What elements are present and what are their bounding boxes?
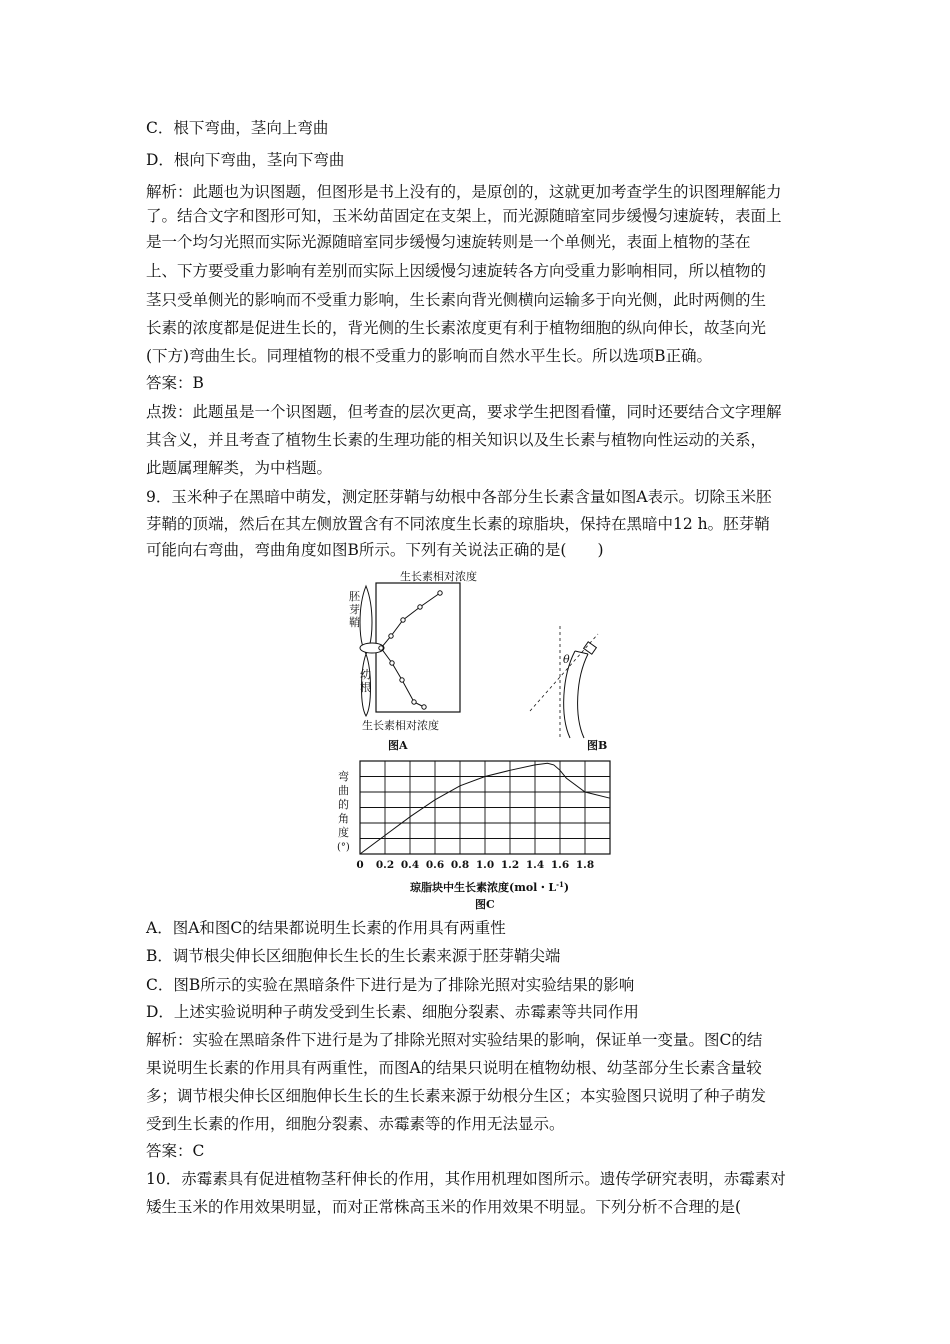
figA-point <box>422 705 426 709</box>
tip-line: 此题属理解类，为中档题。 <box>146 459 333 477</box>
xlabel-text: 琼脂块中生长素浓度(mol・L <box>410 881 557 894</box>
x-tick-label: 1.2 <box>500 859 520 871</box>
figA-point <box>379 646 383 650</box>
option-d: D．根向下弯曲，茎向下弯曲 <box>146 151 345 169</box>
figA-profile-points <box>379 591 442 709</box>
question-9-line: 9．玉米种子在黑暗中萌发，测定胚芽鞘与幼根中各部分生长素含量如图A表示。切除玉米胚 <box>146 488 772 506</box>
analysis-line: 茎只受单侧光的影响而不受重力影响，生长素向背光侧横向运输多于向光侧，此时两侧的生 <box>146 291 767 309</box>
ylabel-char: 度 <box>338 826 349 839</box>
figA-point <box>400 678 404 682</box>
analysis-line: 上、下方要受重力影响有差别而实际上因缓慢匀速旋转各方向受重力影响相同，所以植物的 <box>146 262 767 280</box>
option-c: C．根下弯曲，茎向上弯曲 <box>146 119 329 137</box>
x-tick-label: 0.4 <box>400 859 420 871</box>
label-root-2: 根 <box>360 681 371 694</box>
tip-line: 点拨：此题虽是一个识图题，但考查的层次更高，要求学生把图看懂，同时还要结合文字理解 <box>146 403 782 421</box>
label-sheath-1: 胚 <box>349 590 360 603</box>
x-tick-label: 0 <box>356 859 364 871</box>
answer: 答案：B <box>146 374 204 392</box>
analysis-line: 解析：此题也为识图题，但图形是书上没有的，是原创的，这就更加考查学生的识图理解能力 <box>146 183 782 201</box>
question-9-line: 可能向右弯曲，弯曲角度如图B所示。下列有关说法正确的是( ) <box>146 541 604 559</box>
option-a: A．图A和图C的结果都说明生长素的作用具有两重性 <box>146 919 506 937</box>
option-d: D．上述实验说明种子萌发受到生长素、细胞分裂素、赤霉素等共同作用 <box>146 1003 639 1021</box>
xlabel-sup: -1 <box>556 880 564 889</box>
chart-caption: 图C <box>475 898 495 911</box>
figA-point <box>412 700 416 704</box>
figure-b <box>530 626 607 752</box>
figA-frame <box>376 583 460 712</box>
chart-xlabel <box>410 880 569 894</box>
ylabel-char: 角 <box>338 812 349 825</box>
option-c: C．图B所示的实验在黑暗条件下进行是为了排除光照对实验结果的影响 <box>146 976 635 994</box>
ylabel-char: 的 <box>338 798 349 811</box>
analysis-line: 多；调节根尖伸长区细胞伸长生长的生长素来源于幼根分生区；本实验图只说明了种子萌发 <box>146 1087 767 1105</box>
analysis-line: 长素的浓度都是促进生长的，背光侧的生长素浓度更有利于植物细胞的纵向伸长，故茎向光 <box>146 319 767 337</box>
agar-block <box>584 642 597 654</box>
label-sheath-2: 芽 <box>349 603 360 616</box>
figA-top-label: 生长素相对浓度 <box>400 570 477 583</box>
x-tick-label: 1.0 <box>475 859 495 871</box>
theta-symbol: θ <box>563 653 570 666</box>
analysis-line: 是一个均匀光照而实际光源随暗室同步缓慢匀速旋转则是一个单侧光，表面上植物的茎在 <box>146 233 751 251</box>
x-tick-label: 0.2 <box>375 859 395 871</box>
analysis-line: 了。结合文字和图形可知，玉米幼苗固定在支架上，而光源随暗室同步缓慢匀速旋转，表面上 <box>146 207 782 225</box>
chart-ylabel <box>337 769 350 853</box>
figB-caption: 图B <box>587 739 608 752</box>
tip-line: 其含义，并且考查了植物生长素的生理功能的相关知识以及生长素与植物向性运动的关系， <box>146 431 767 449</box>
x-tick-label: 1.6 <box>550 859 570 871</box>
answer: 答案：C <box>146 1142 205 1160</box>
x-tick-label: 0.6 <box>425 859 445 871</box>
figA-point <box>418 605 422 609</box>
ylabel-char: 曲 <box>338 784 349 797</box>
analysis-line: 受到生长素的作用，细胞分裂素、赤霉素等的作用无法显示。 <box>146 1115 565 1133</box>
figure-c-chart <box>337 761 610 911</box>
coleoptile-cut <box>575 651 588 654</box>
label-root-1: 幼 <box>360 668 371 681</box>
question-10-line: 矮生玉米的作用效果明显，而对正常株高玉米的作用效果不明显。下列分析不合理的是( <box>146 1198 742 1216</box>
figA-point <box>438 591 442 595</box>
figure-abc <box>330 566 650 911</box>
question-10-line: 10．赤霉素具有促进植物茎秆伸长的作用，其作用机理如图所示。遗传学研究表明，赤霉素对 <box>146 1170 786 1188</box>
figA-caption: 图A <box>388 739 408 752</box>
chart-grid <box>360 761 610 854</box>
option-b: B．调节根尖伸长区细胞伸长生长的生长素来源于胚芽鞘尖端 <box>146 947 561 965</box>
x-tick-label: 1.8 <box>575 859 595 871</box>
ylabel-unit: (°) <box>337 842 350 853</box>
coleoptile-right-edge <box>578 654 588 738</box>
x-tick-label: 1.4 <box>525 859 545 871</box>
ylabel-char: 弯 <box>338 770 349 783</box>
figure-a <box>349 569 477 752</box>
question-9-line: 芽鞘的顶端，然后在其左侧放置含有不同浓度生长素的琼脂块，保持在黑暗中12 h。胚芽鞘 <box>146 515 770 533</box>
label-sheath-3: 鞘 <box>349 616 360 629</box>
chart-xticks <box>356 859 594 871</box>
figA-point <box>390 661 394 665</box>
x-tick-label: 0.8 <box>450 859 470 871</box>
figA-bottom-label: 生长素相对浓度 <box>362 719 439 732</box>
analysis-line: (下方)弯曲生长。同理植物的根不受重力的影响而自然水平生长。所以选项B正确。 <box>146 347 712 365</box>
figA-profile-line <box>381 593 440 707</box>
figA-point <box>401 618 405 622</box>
figA-point <box>389 634 393 638</box>
xlabel-close: ) <box>563 881 570 894</box>
analysis-line: 果说明生长素的作用具有两重性，而图A的结果只说明在植物幼根、幼茎部分生长素含量较 <box>146 1059 762 1077</box>
analysis-line: 解析：实验在黑暗条件下进行是为了排除光照对实验结果的影响，保证单一变量。图C的结 <box>146 1031 763 1049</box>
